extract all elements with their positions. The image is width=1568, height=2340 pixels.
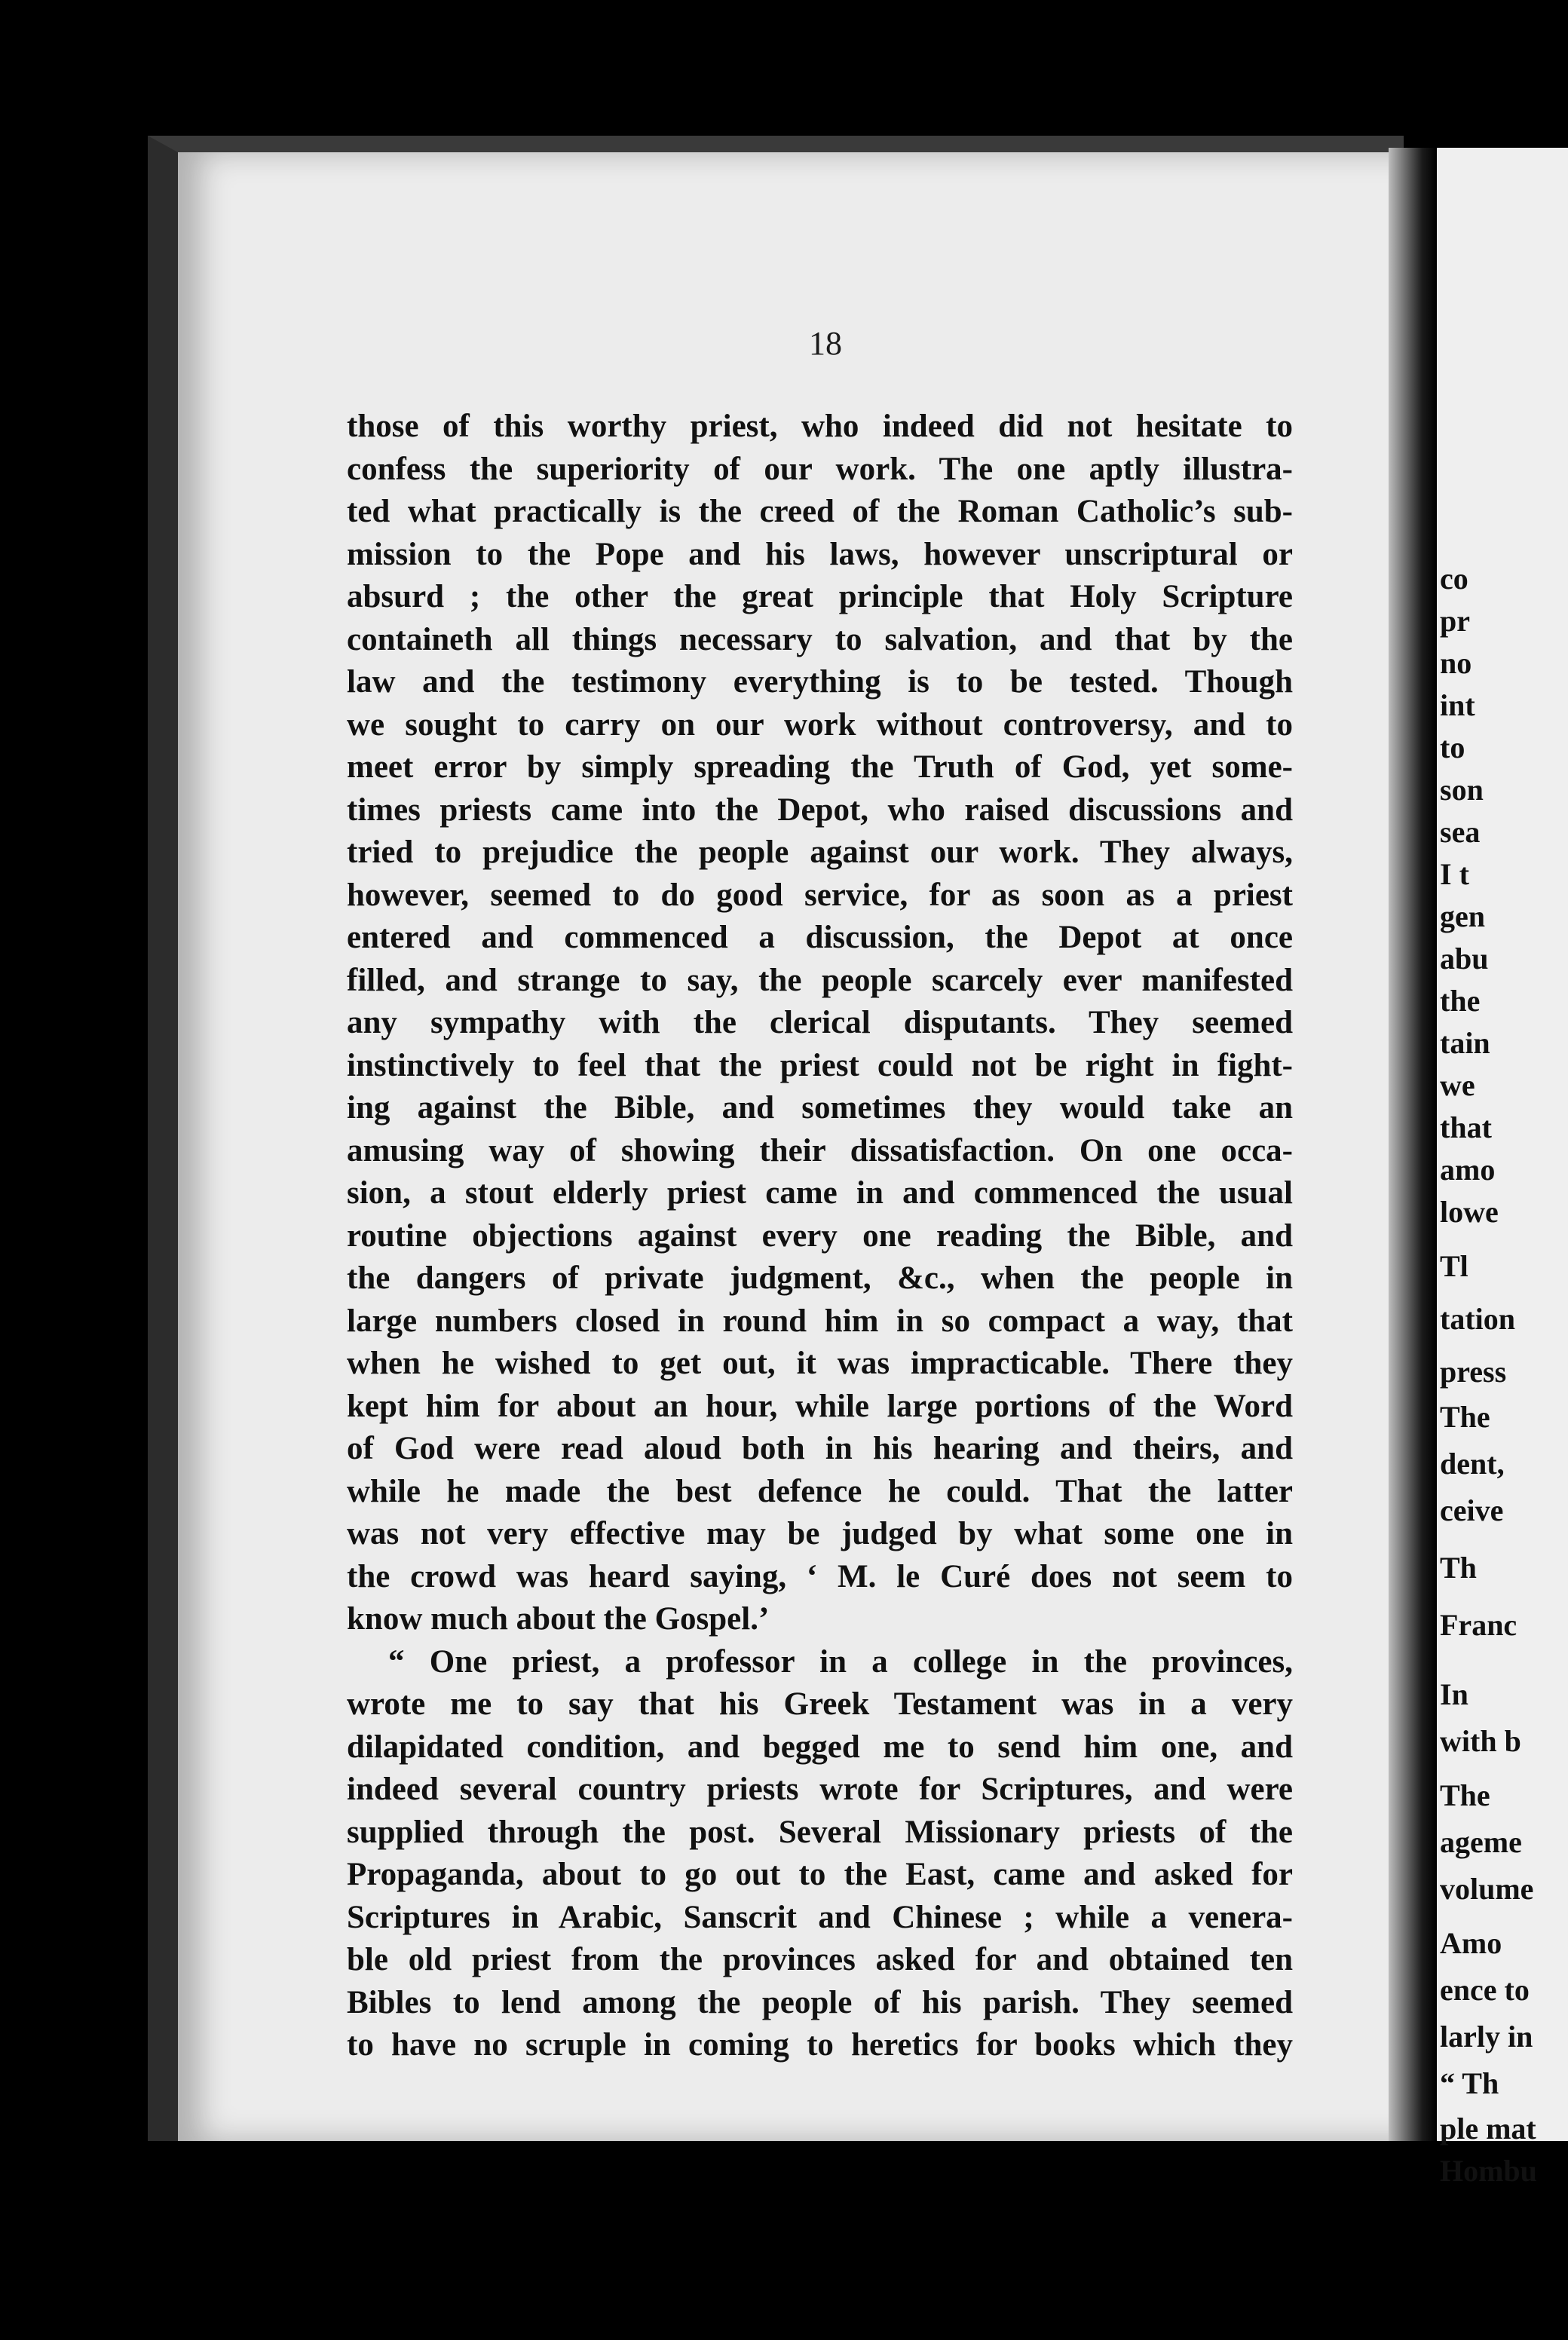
body-text bbox=[347, 406, 1293, 2067]
text-line: “ One priest, a professor in a college in the provinces, bbox=[388, 1643, 1293, 1680]
facing-page-line: “ Th bbox=[1440, 2066, 1499, 2100]
text-line: routine objections against every one reading the Bible, and bbox=[347, 1217, 1293, 1254]
facing-page-line: amo bbox=[1440, 1153, 1496, 1187]
text-line: sion, a stout elderly priest came in and commenced the usual bbox=[347, 1175, 1293, 1211]
text-line: confess the superiority of our work. The one aptly illustra- bbox=[347, 451, 1293, 487]
facing-page-line: larly in bbox=[1440, 2020, 1533, 2054]
text-line: times priests came into the Depot, who raised discussions and bbox=[347, 792, 1293, 828]
facing-page-line: tain bbox=[1440, 1026, 1490, 1060]
text-line: those of this worthy priest, who indeed did not hesitate to bbox=[347, 409, 1293, 444]
text-line: amusing way of showing their dissatisfaction. On one occa- bbox=[347, 1132, 1293, 1168]
facing-page-line: no bbox=[1440, 646, 1472, 680]
facing-page-line: dent, bbox=[1440, 1447, 1505, 1481]
text-line: mission to the Pope and his laws, however unscriptural or bbox=[347, 536, 1293, 572]
facing-page-line: Franc bbox=[1440, 1608, 1517, 1642]
text-line: Scriptures in Arabic, Sanscrit and Chinese ; while a venera- bbox=[347, 1899, 1293, 1935]
text-line: any sympathy with the clerical disputants. They seemed bbox=[347, 1005, 1293, 1040]
text-line: dilapidated condition, and begged me to send him one, and bbox=[347, 1729, 1293, 1765]
text-line: kept him for about an hour, while large portions of the Word bbox=[347, 1388, 1293, 1424]
text-line: Bibles to lend among the people of his parish. They seemed bbox=[347, 1984, 1293, 2020]
text-line: instinctively to feel that the priest could not be right in fight- bbox=[347, 1047, 1293, 1083]
text-line: however, seemed to do good service, for as soon as a priest bbox=[347, 877, 1293, 913]
facing-page-line: sea bbox=[1440, 815, 1481, 849]
text-line: the crowd was heard saying, ‘ M. le Curé does not seem to bbox=[347, 1558, 1293, 1594]
text-line: meet error by simply spreading the Truth of God, yet some- bbox=[347, 749, 1293, 785]
facing-page-line: press bbox=[1440, 1355, 1507, 1389]
facing-page-line: the bbox=[1440, 984, 1481, 1018]
facing-page-line: In bbox=[1440, 1677, 1468, 1711]
text-line: ble old priest from the provinces asked for and obtained ten bbox=[347, 1942, 1293, 1977]
text-line: to have no scruple in coming to heretics for books which they bbox=[347, 2027, 1293, 2063]
text-line: the dangers of private judgment, &c., when the people in bbox=[347, 1260, 1293, 1296]
text-line: ted what practically is the creed of the Roman Catholic’s sub- bbox=[347, 494, 1293, 529]
text-line: indeed several country priests wrote for Scriptures, and were bbox=[347, 1772, 1293, 1807]
text-line: know much about the Gospel.’ bbox=[347, 1601, 770, 1637]
text-line: large numbers closed in round him in so compact a way, that bbox=[347, 1303, 1293, 1339]
facing-page bbox=[1437, 148, 1568, 2188]
facing-page-line: The bbox=[1440, 1400, 1490, 1434]
facing-page-line: pr bbox=[1440, 604, 1470, 638]
facing-page-line: ence to bbox=[1440, 1973, 1530, 2007]
facing-page-line: to bbox=[1440, 730, 1465, 764]
facing-page-line: abu bbox=[1440, 942, 1489, 976]
text-line: ing against the Bible, and sometimes they would take an bbox=[347, 1090, 1293, 1126]
facing-page-line: that bbox=[1440, 1110, 1492, 1144]
facing-page-line: int bbox=[1440, 688, 1475, 722]
facing-page-line: Amo bbox=[1440, 1926, 1502, 1960]
text-line: when he wished to get out, it was impracticable. There they bbox=[347, 1346, 1293, 1381]
text-line: of God were read aloud both in his hearing and theirs, and bbox=[347, 1431, 1293, 1466]
facing-page-line: ple mat bbox=[1440, 2112, 1536, 2146]
facing-page-line: we bbox=[1440, 1068, 1475, 1102]
text-line: entered and commenced a discussion, the Depot at once bbox=[347, 920, 1293, 955]
facing-page-line: with b bbox=[1440, 1724, 1521, 1758]
facing-page-line: Th bbox=[1440, 1551, 1477, 1585]
facing-page-line: The bbox=[1440, 1778, 1490, 1812]
facing-page-line: ageme bbox=[1440, 1825, 1522, 1859]
facing-page-line: gen bbox=[1440, 899, 1485, 933]
text-line: absurd ; the other the great principle that Holy Scripture bbox=[347, 579, 1293, 614]
facing-page-line: I t bbox=[1440, 857, 1469, 891]
text-line: supplied through the post. Several Missionary priests of the bbox=[347, 1814, 1293, 1850]
book-gutter bbox=[1389, 148, 1437, 2141]
text-line: containeth all things necessary to salvation, and that by the bbox=[347, 621, 1293, 657]
text-line: was not very effective may be judged by what some one in bbox=[347, 1516, 1293, 1551]
text-line: tried to prejudice the people against our work. They always, bbox=[347, 835, 1293, 870]
facing-page-line: lowe bbox=[1440, 1195, 1499, 1229]
text-line: law and the testimony everything is to be tested. Though bbox=[347, 664, 1293, 700]
facing-page-line: co bbox=[1440, 562, 1468, 596]
text-line: filled, and strange to say, the people scarcely ever manifested bbox=[347, 962, 1293, 998]
facing-page-line: Tl bbox=[1440, 1249, 1468, 1283]
facing-page-line: son bbox=[1440, 773, 1484, 807]
text-line: while he made the best defence he could. That the latter bbox=[347, 1473, 1293, 1509]
facing-page-line: Hombu bbox=[1440, 2154, 1537, 2188]
facing-page-line: volume bbox=[1440, 1872, 1534, 1906]
text-line: wrote me to say that his Greek Testament was in a very bbox=[347, 1686, 1293, 1722]
facing-page-line: tation bbox=[1440, 1302, 1515, 1336]
facing-page-line: ceive bbox=[1440, 1493, 1504, 1527]
page-number: 18 bbox=[809, 325, 842, 362]
text-line: Propaganda, about to go out to the East, came and asked for bbox=[347, 1857, 1293, 1892]
text-line: we sought to carry on our work without controversy, and to bbox=[347, 706, 1293, 743]
